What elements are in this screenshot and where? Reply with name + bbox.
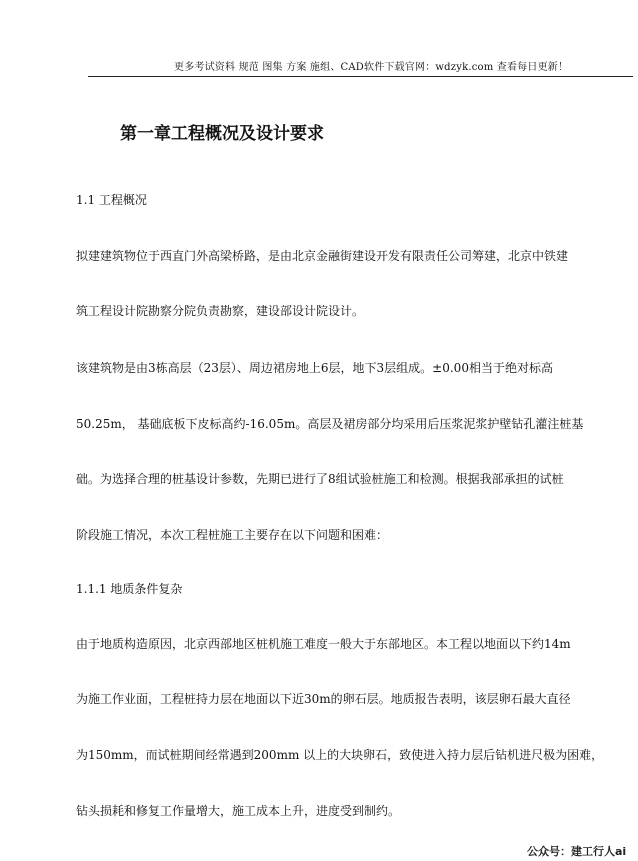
- section-heading-1-1-1: 1.1.1 地质条件复杂: [76, 582, 183, 596]
- paragraph-line: 拟建建筑物位于西直门外高梁桥路，是由北京金融街建设开发有限责任公司筹建，北京中铁建: [76, 249, 569, 263]
- paragraph-line: 础。为选择合理的桩基设计参数，先期已进行了8组试验桩施工和检测。根据我部承担的试桩: [76, 472, 564, 486]
- paragraph-line: 50.25m， 基础底板下皮标高约-16.05m。高层及裙房部分均采用后压浆泥浆护壁钻孔灌注桩基: [76, 417, 584, 431]
- paragraph-line: 筑工程设计院勘察分院负责勘察，建设部设计院设计。: [76, 304, 365, 318]
- paragraph-line: 该建筑物是由3栋高层（23层）、周边裙房地上6层，地下3层组成。±0.00相当于绝对标高: [76, 361, 553, 375]
- section-heading-1-1: 1.1 工程概况: [76, 193, 147, 207]
- paragraph-line: 由于地质构造原因，北京西部地区桩机施工难度一般大于东部地区。本工程以地面以下约14m: [76, 637, 571, 651]
- footer-brand-watermark: 公众号：建工行人ai: [527, 845, 627, 858]
- chapter-title: 第一章工程概况及设计要求: [120, 124, 324, 144]
- paragraph-line: 为施工作业面，工程桩持力层在地面以下近30m的卵石层。地质报告表明，该层卵石最大直径: [76, 692, 571, 706]
- page-header-text: 更多考试资料 规范 图集 方案 施组、CAD软件下载官网：wdzyk.com 查看每日更新！: [174, 62, 569, 73]
- paragraph-line: 钻头损耗和修复工作量增大，施工成本上升，进度受到制约。: [76, 804, 401, 818]
- header-divider: [88, 76, 633, 77]
- paragraph-line: 为150mm，而试桩期间经常遇到200mm 以上的大块卵石，致使进入持力层后钻机进尺极为困难，: [76, 748, 604, 762]
- paragraph-line: 阶段施工情况，本次工程桩施工主要存在以下问题和困难：: [76, 528, 389, 542]
